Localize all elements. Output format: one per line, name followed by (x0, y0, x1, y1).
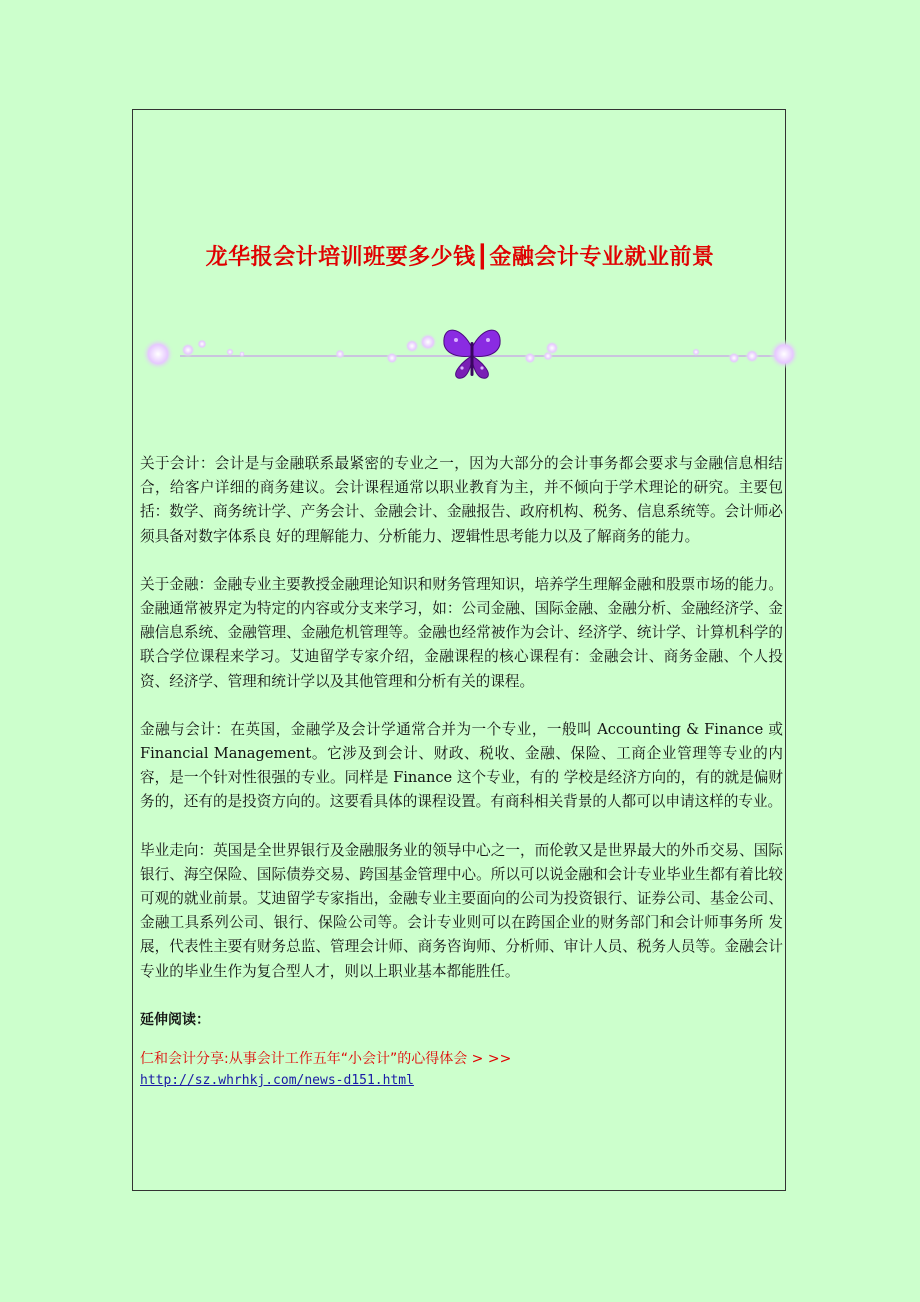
related-article-url[interactable]: http://sz.whrhkj.com/news-d151.html (140, 1073, 414, 1089)
paragraph-finance: 关于金融：金融专业主要教授金融理论知识和财务管理知识，培养学生理解金融和股票市场的能力。金融通常被界定为特定的内容或分支来学习，如：公司金融、国际金融、金融分析、金融经济学、金融信息系统、金融管理、金融危机管理等。金融也经常被作为会计、经济学、统计学、计算机科学的联合学位课程来学习。艾迪留学专家介绍，金融课程的核心课程有：金融会计、商务金融、个人投资、经济学、管理和统计学以及其他管理和分析有关的课程。 (140, 575, 783, 690)
article-body (140, 452, 783, 1092)
paragraph-career: 毕业走向：英国是全世界银行及金融服务业的领导中心之一，而伦敦又是世界最大的外币交易、国际银行、海空保险、国际债券交易、跨国基金管理中心。所以可以说金融和会计专业毕业生都有着比较可观的就业前景。艾迪留学专家指出，金融专业主要面向的公司为投资银行、证券公司、基金公司、金融工具系列公司、银行、保险公司等。会计专业则可以在跨国企业的财务部门和会计师事务所 发展，代表性主要有财务总监、管理会计师、商务咨询师、分析师、审计人员、税务人员等。金融会计专业的毕业生作为复合型人才，则以上职业基本都能胜任。 (140, 841, 783, 980)
read-more-label: 延伸阅读： (140, 1011, 210, 1028)
paragraph-accounting: 关于会计：会计是与金融联系最紧密的专业之一，因为大部分的会计事务都会要求与金融信息相结合，给客户详细的商务建议。会计课程通常以职业教育为主，并不倾向于学术理论的研究。主要包括：数学、商务统计学、产务会计、金融会计、金融报告、政府机构、税务、信息系统等。会计师必须具备对数字体系良 好的理解能力、分析能力、逻辑性思考能力以及了解商务的能力。 (140, 455, 783, 545)
paragraph-finance-and-accounting: 金融与会计：在英国，金融学及会计学通常合并为一个专业，一般叫 Accounting & Finance 或 Financial Management。它涉及到会计、财政、税收、金融、保险、工商企业管理等专业的内容，是一个针对性很强的专业。同样是 Finance 这个专业，有的 学校是经济方向的，有的就是偏财务的，还有的是投资方向的。这要看具体的课程设置。有商科相关背景的人都可以申请这样的专业。 (140, 720, 783, 811)
page-title: 龙华报会计培训班要多少钱┃金融会计专业就业前景 (205, 245, 715, 270)
butterfly-divider-icon (140, 322, 800, 382)
related-article-link[interactable]: 仁和会计分享:从事会计工作五年“小会计”的心得体会 > >> (140, 1051, 512, 1068)
